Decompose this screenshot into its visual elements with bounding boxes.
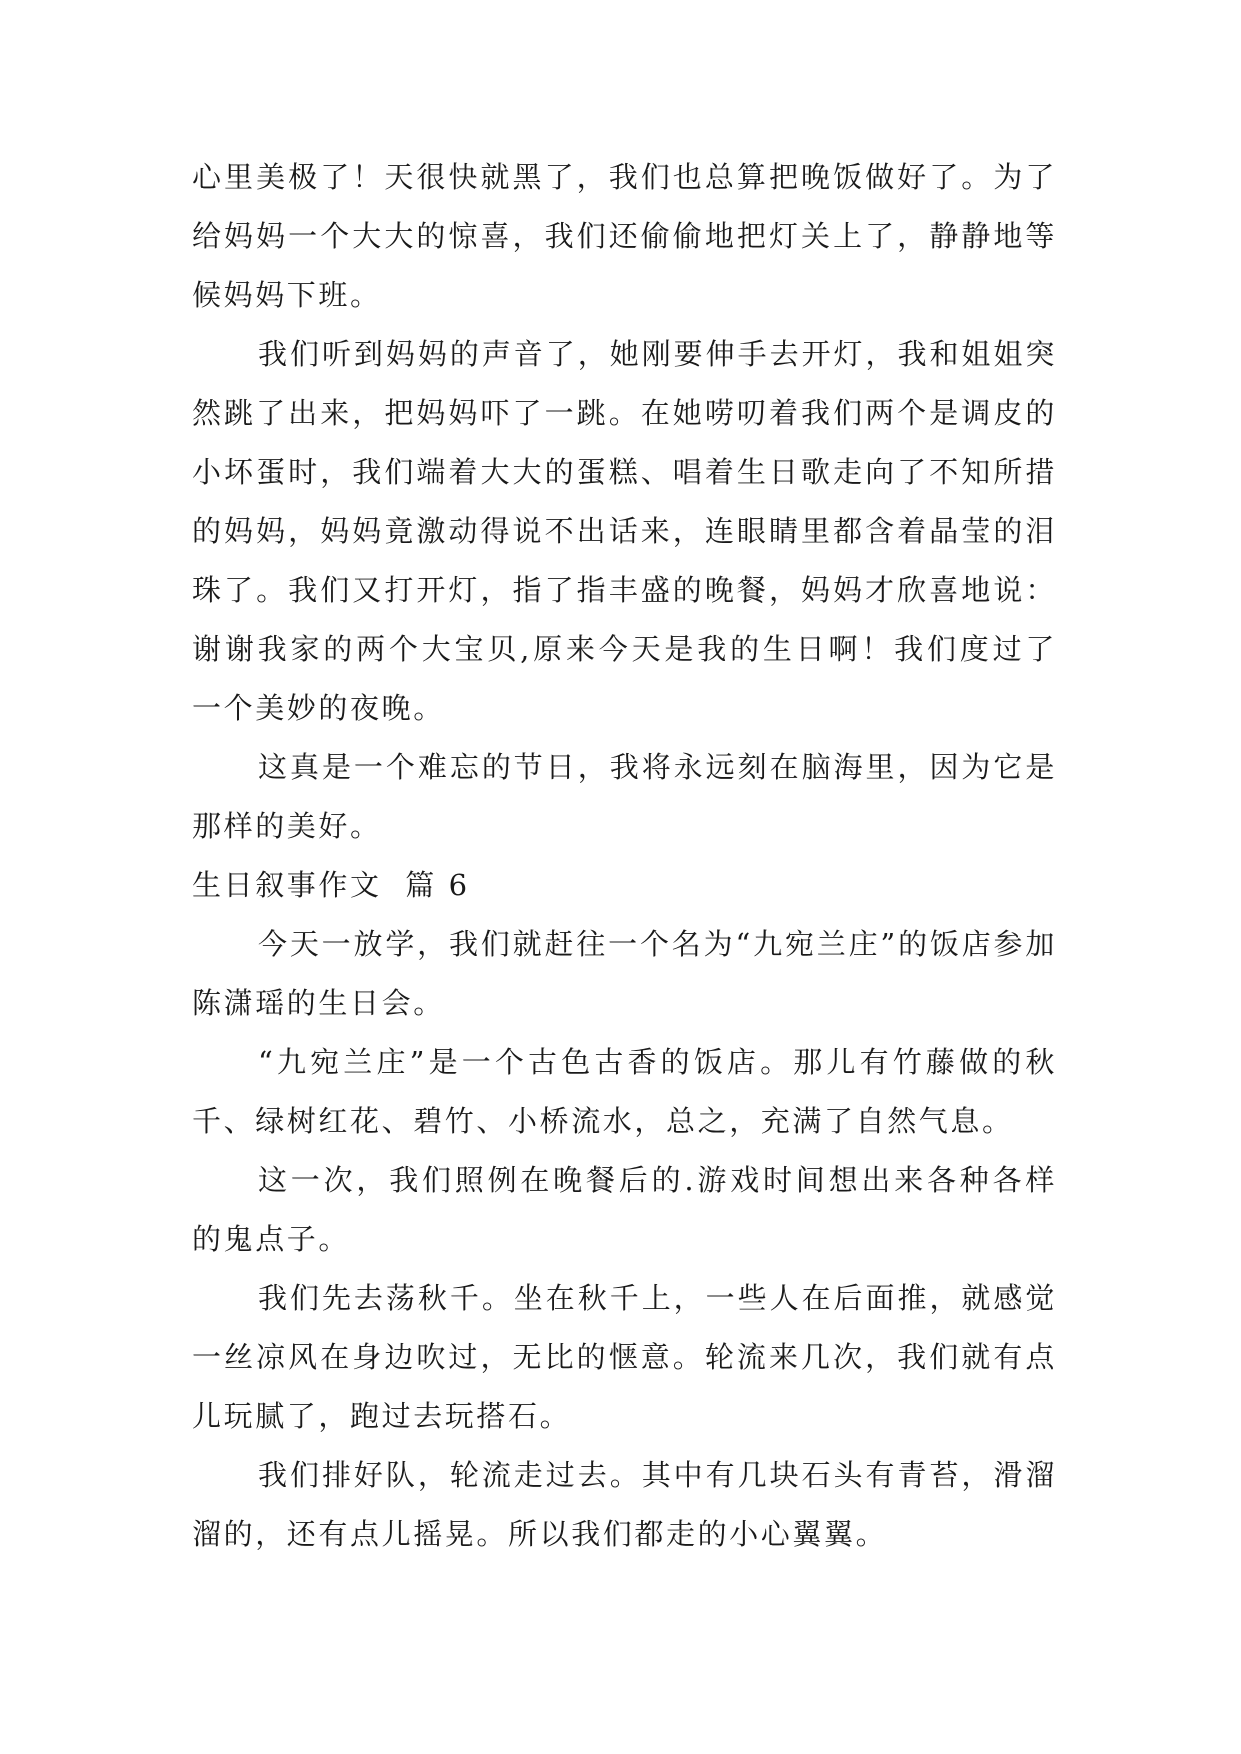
document-page <box>192 148 1057 1564</box>
section-heading: 生日叙事作文 篇 6 <box>192 868 470 902</box>
section-paragraph-4: 我们先去荡秋千。坐在秋千上，一些人在后面推，就感觉一丝凉风在身边吹过，无比的惬意。轮流来几次，我们就有点儿玩腻了，跑过去玩搭石。 <box>192 1281 1057 1433</box>
paragraph-2: 我们听到妈妈的声音了，她刚要伸手去开灯，我和姐姐突然跳了出来，把妈妈吓了一跳。在她唠叨着我们两个是调皮的小坏蛋时，我们端着大大的蛋糕、唱着生日歌走向了不知所措的妈妈，妈妈竟激动得说不出话来，连眼睛里都含着晶莹的泪珠了。我们又打开灯，指了指丰盛的晚餐，妈妈才欣喜地说：谢谢我家的两个大宝贝,原来今天是我的生日啊！我们度过了一个美妙的夜晚。 <box>192 337 1057 725</box>
section-paragraph-1: 今天一放学，我们就赶往一个名为“九宛兰庄”的饭店参加陈潇瑶的生日会。 <box>192 927 1057 1020</box>
section-paragraph-3: 这一次，我们照例在晚餐后的.游戏时间想出来各种各样的鬼点子。 <box>192 1163 1057 1256</box>
paragraph-1: 心里美极了！天很快就黑了，我们也总算把晚饭做好了。为了给妈妈一个大大的惊喜，我们还偷偷地把灯关上了，静静地等候妈妈下班。 <box>192 160 1057 312</box>
section-paragraph-5: 我们排好队，轮流走过去。其中有几块石头有青苔，滑溜溜的，还有点儿摇晃。所以我们都走的小心翼翼。 <box>192 1458 1057 1551</box>
section-paragraph-2: “九宛兰庄”是一个古色古香的饭店。那儿有竹藤做的秋千、绿树红花、碧竹、小桥流水，总之，充满了自然气息。 <box>192 1045 1057 1138</box>
paragraph-3: 这真是一个难忘的节日，我将永远刻在脑海里，因为它是那样的美好。 <box>192 750 1057 843</box>
